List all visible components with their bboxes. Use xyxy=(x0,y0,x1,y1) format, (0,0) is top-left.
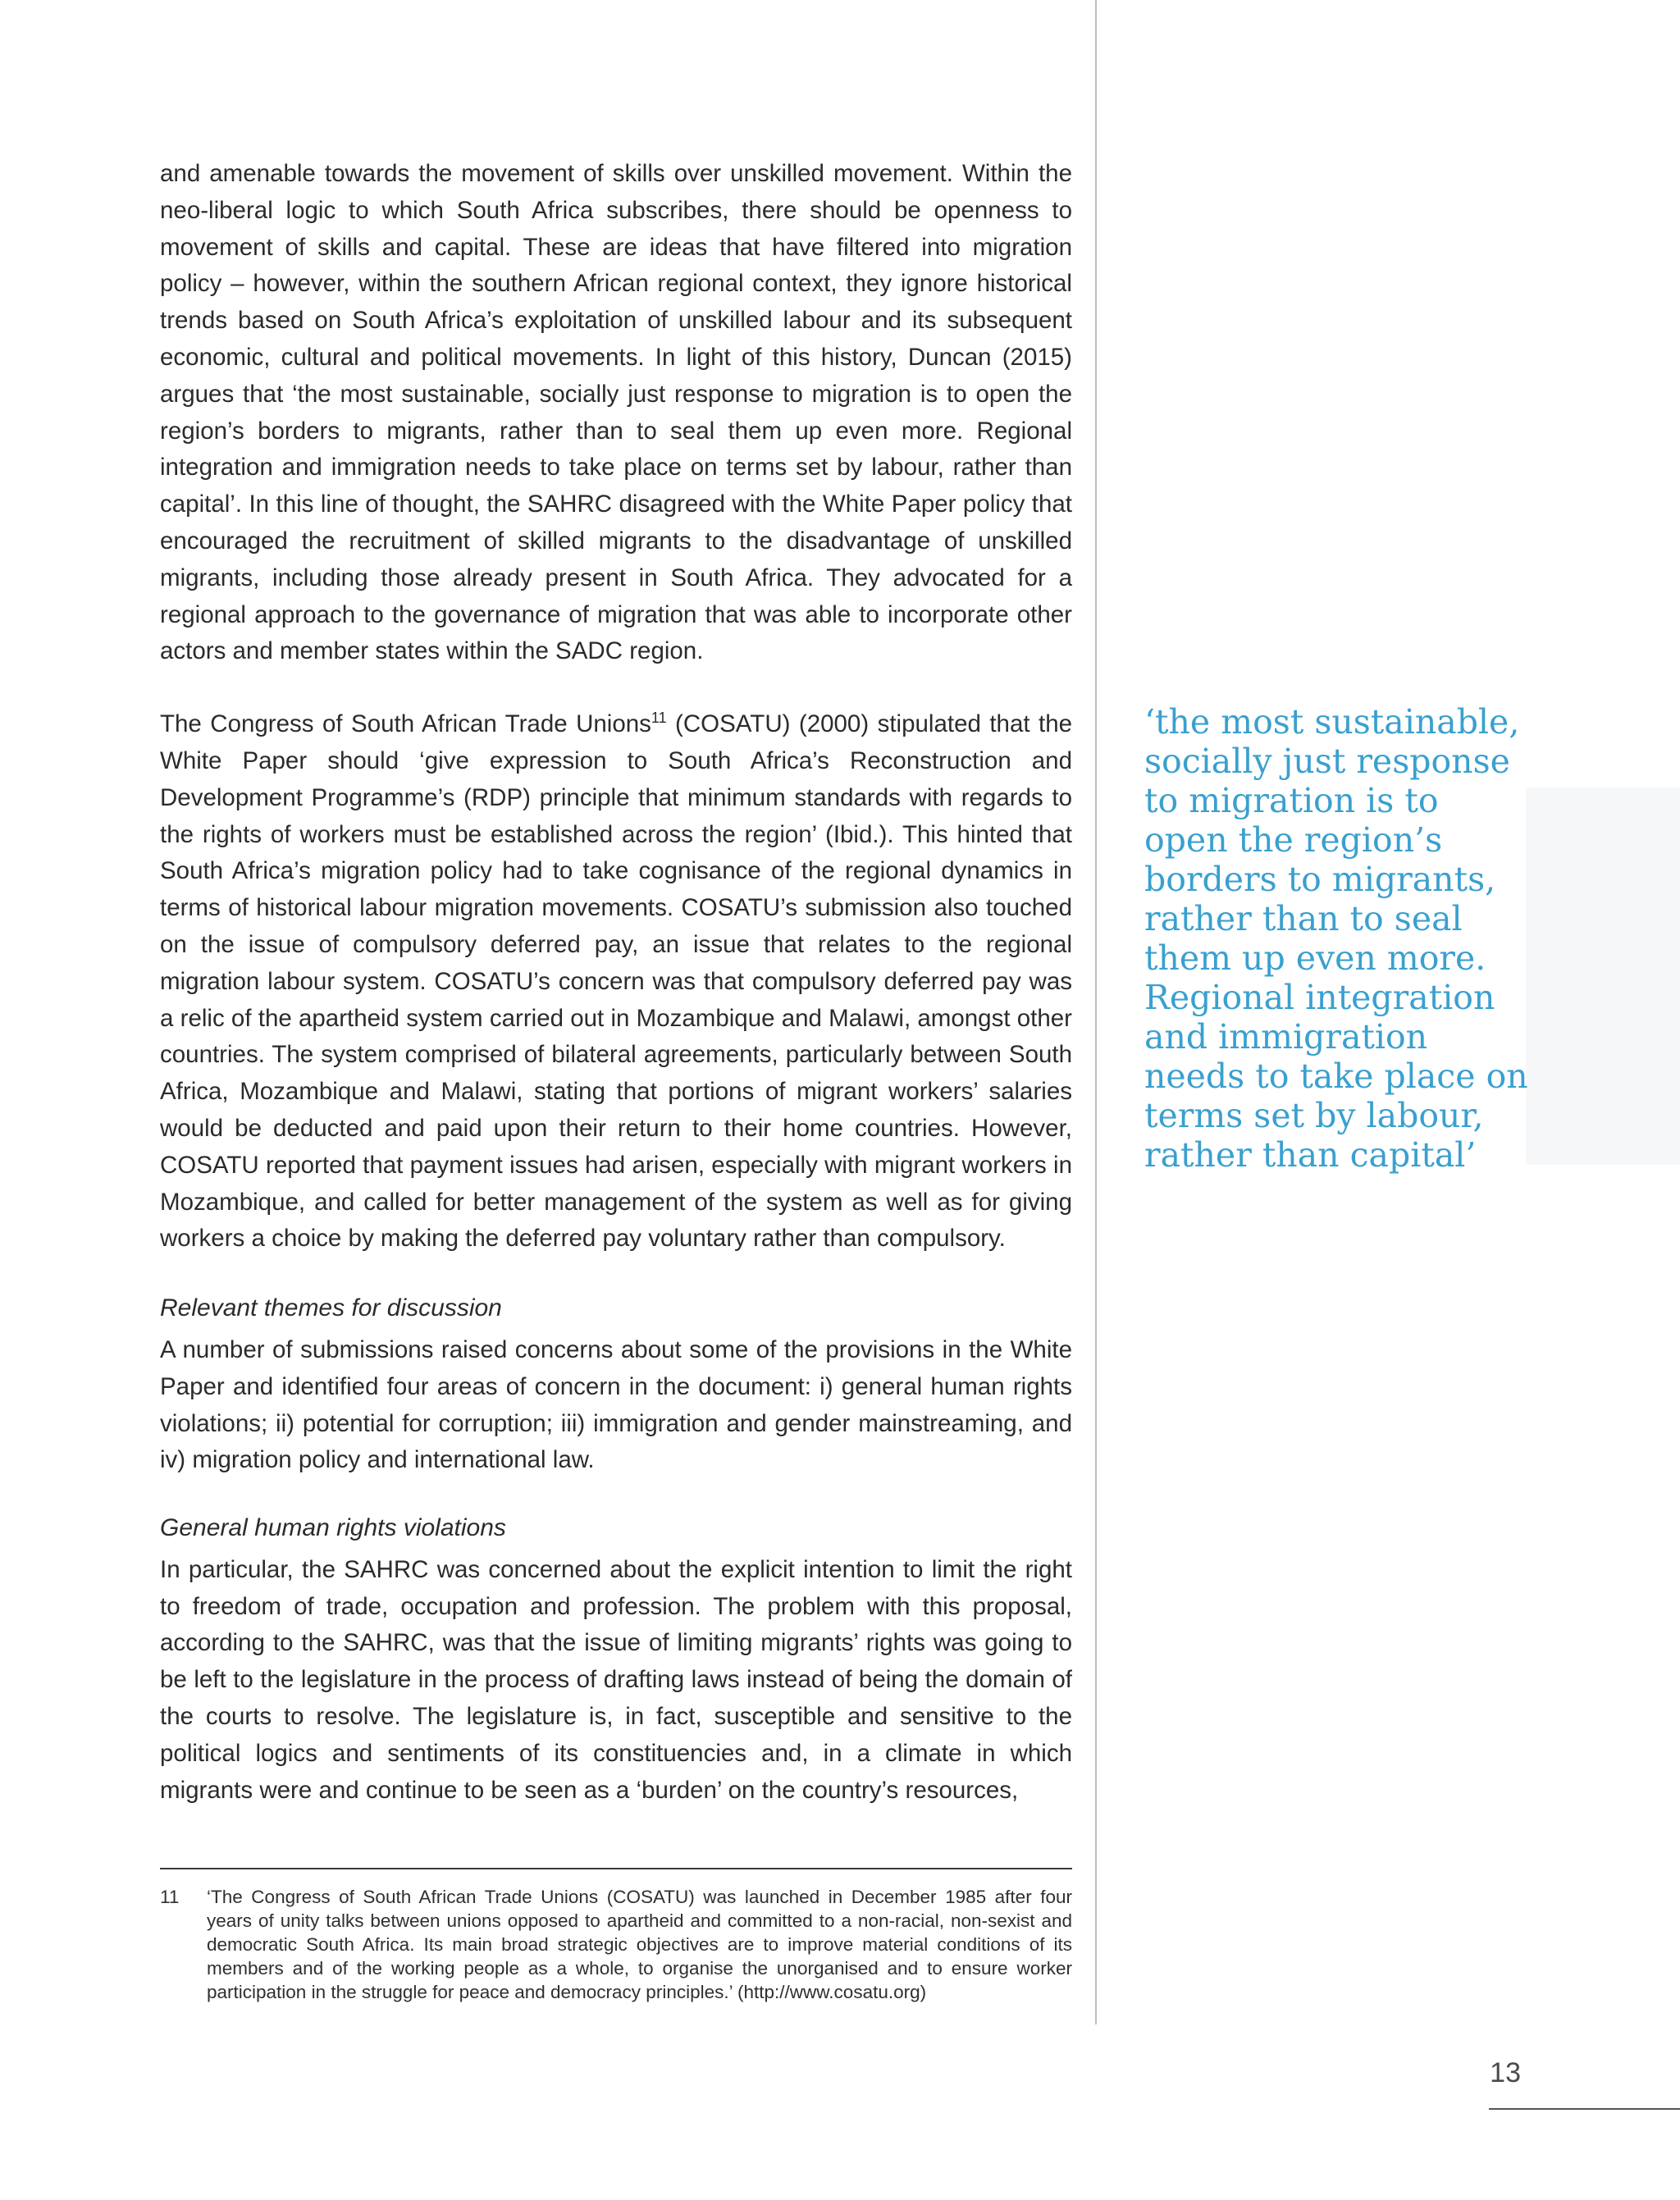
footnote-reference: 11 xyxy=(651,710,667,727)
subheading-human-rights: General human rights violations xyxy=(160,1514,506,1542)
footnote xyxy=(160,1885,1072,2004)
body-paragraph-2 xyxy=(160,706,1072,1257)
body-paragraph-2-start: The Congress of South African Trade Unions xyxy=(160,710,651,738)
margin-shade xyxy=(1526,787,1680,1165)
column-divider xyxy=(1095,0,1097,2024)
pull-quote: ‘the most sustainable, socially just response to migration is to open the region’s borders to migrants, rather than to seal them up even more. Regional integration and immigration needs to take place on terms set by labour, rather than capital’ xyxy=(1144,702,1528,1175)
subheading-relevant-themes: Relevant themes for discussion xyxy=(160,1294,502,1322)
body-paragraph-4: In particular, the SAHRC was concerned about the explicit intention to limit the right to freedom of trade, occupation and profession. The problem with this proposal, according to the SAHRC, was that the issue of limiting migrants’ rights was going to be left to the legislature in the process of drafting laws instead of being the domain of the courts to resolve. The legislature is, in fact, susceptible and sensitive to the political logics and sentiments of its constituencies and, in a climate in which migrants were and continue to be seen as a ‘burden’ on the country’s resources, xyxy=(160,1555,1072,1804)
page-number-rule xyxy=(1489,2108,1680,2110)
body-paragraph-1: and amenable towards the movement of skills over unskilled movement. Within the neo-liberal logic to which South Africa subscribes, there should be openness to movement of skills and capital. These are ideas that have filtered into migration policy – however, within the southern African regional context, they ignore historical trends based on South Africa’s exploitation of unskilled labour and its subsequent economic, cultural and political movements. In light of this history, Duncan (2015) argues that ‘the most sustainable, socially just response to migration is to open the region’s borders to migrants, rather than to seal them up even more. Regional integration and immigration needs to take place on terms set by labour, rather than capital’. In this line of thought, the SAHRC disagreed with the White Paper policy that encouraged the recruitment of skilled migrants to the disadvantage of unskilled migrants, including those already present in South Africa. They advocated for a regional approach to the governance of migration that was able to incorporate other actors and member states within the SADC region. xyxy=(160,160,1072,665)
body-paragraph-2-rest: (COSATU) (2000) stipulated that the White Paper should ‘give expression to South Africa’s Reconstruction and Development Programme’s (RDP) principle that minimum standards with regards to the rights of workers must be established across the region’ (Ibid.). This hinted that South Africa’s migration policy had to take cognisance of the regional dynamics in terms of historical labour migration movements. COSATU’s submission also touched on the issue of compulsory deferred pay, an issue that relates to the regional migration labour system. COSATU’s concern was that compulsory deferred pay was a relic of the apartheid system carried out in Mozambique and Malawi, amongst other countries. The system comprised of bilateral agreements, particularly between South Africa, Mozambique and Malawi, stating that portions of migrant workers’ salaries would be deducted and paid upon their return to their home countries. However, COSATU reported that payment issues had arisen, especially with migrant workers in Mozambique, and called for better management of the system as well as for giving workers a choice by making the deferred pay voluntary rather than compulsory. xyxy=(160,710,1073,1253)
footnote-number: 11 xyxy=(160,1887,180,1907)
page-number: 13 xyxy=(1490,2057,1521,2088)
body-paragraph-3: A number of submissions raised concerns about some of the provisions in the White Paper and identified four areas of concern in the document: i) general human rights violations; ii) potential for corruption; iii) immigration and gender mainstreaming, and iv) migration policy and international law. xyxy=(160,1335,1072,1474)
footnote-text: ‘The Congress of South African Trade Unions (COSATU) was launched in December 1985 after four years of unity talks between unions opposed to apartheid and committed to a non-racial, non-sexist and democratic South Africa. Its main broad strategic objectives are to improve material conditions of its members and of the working people as a whole, to organise the unorganised and to ensure worker participation in the struggle for peace and democracy principles.’ (http://www.cosatu.org) xyxy=(207,1887,1072,2002)
footnote-divider xyxy=(160,1868,1072,1869)
main-text-column xyxy=(160,156,1072,1809)
